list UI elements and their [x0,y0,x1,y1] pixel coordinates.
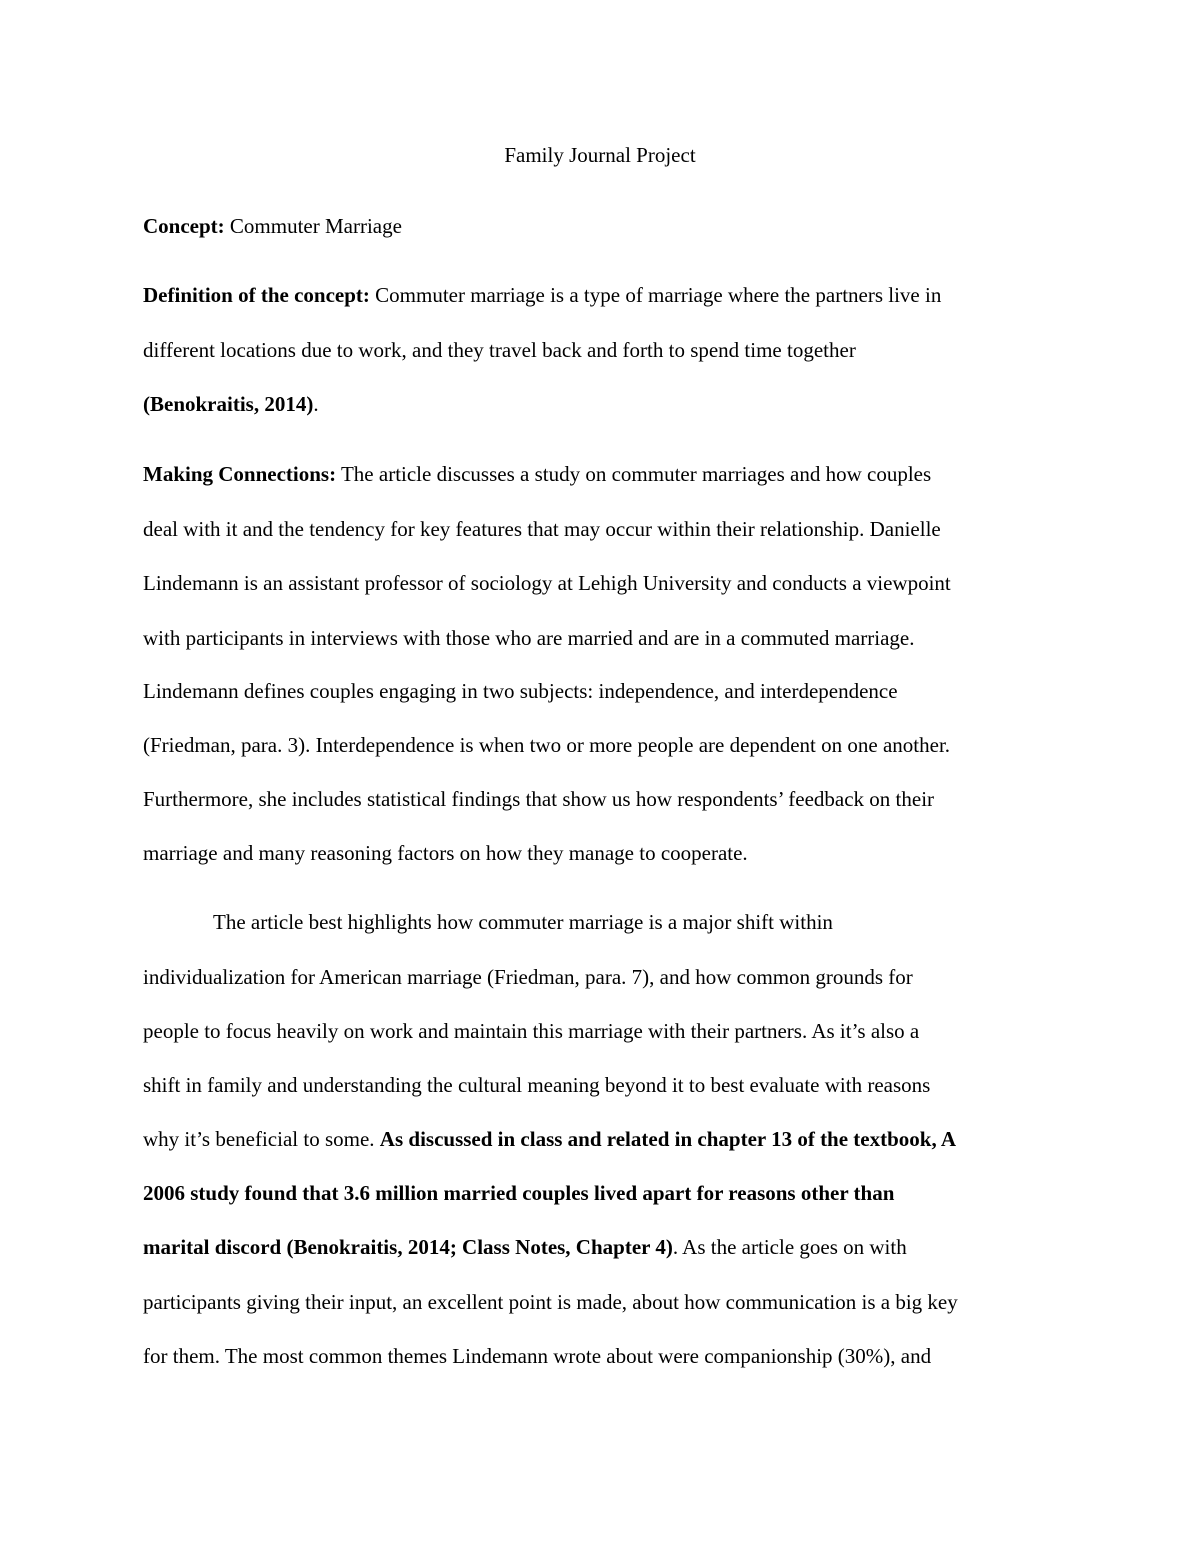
paragraph2-line-3: people to focus heavily on work and maintain this marriage with their partners. As it’s also a [143,1019,920,1043]
definition-citation: (Benokraitis, 2014) [143,392,314,416]
connections-line-7: Furthermore, she includes statistical findings that show us how respondents’ feedback on their [143,787,935,811]
page-title: Family Journal Project [504,143,696,167]
definition-text-1: Commuter marriage is a type of marriage where the partners live in [369,283,942,307]
connections-line-5: Lindemann defines couples engaging in two subjects: independence, and interdependence [143,679,898,703]
definition-label: Definition of the concept: [143,283,370,307]
definition-line-3 [143,394,319,415]
paragraph2-line-4: shift in family and understanding the cultural meaning beyond it to best evaluate with reasons [143,1073,931,1097]
connections-line-6: (Friedman, para. 3). Interdependence is when two or more people are dependent on one another. [143,733,951,757]
paragraph2-line-8: participants giving their input, an excellent point is made, about how communication is a big key [143,1290,958,1314]
connections-line-2: deal with it and the tendency for key features that may occur within their relationship. Danielle [143,517,941,541]
paragraph2-text-7: . As the article goes on with [672,1235,907,1259]
connections-text-1: The article discusses a study on commuter marriages and how couples [336,462,932,486]
concept-label: Concept: [143,214,225,238]
concept-line [143,216,402,237]
paragraph2-line-7 [143,1237,907,1258]
paragraph2-line-1: The article best highlights how commuter marriage is a major shift within [213,910,833,934]
definition-period: . [313,392,319,416]
concept-text: Commuter Marriage [224,214,402,238]
connections-line-3: Lindemann is an assistant professor of sociology at Lehigh University and conducts a viewpoint [143,571,951,595]
paragraph2-line-2: individualization for American marriage (Friedman, para. 7), and how common grounds for [143,965,913,989]
connections-line-1 [143,464,931,485]
paragraph2-line-6 [143,1183,894,1204]
paragraph2-line-5 [143,1129,956,1150]
definition-line-2: different locations due to work, and they travel back and forth to spend time together [143,338,856,362]
paragraph2-bold-6: 2006 study found that 3.6 million married couples lived apart for reasons other than [143,1181,895,1205]
connections-line-4: with participants in interviews with those who are married and are in a commuted marriage. [143,626,915,650]
paragraph2-text-5: why it’s beneficial to some. [143,1127,380,1151]
connections-label: Making Connections: [143,462,337,486]
connections-line-8: marriage and many reasoning factors on how they manage to cooperate. [143,841,748,865]
paragraph2-bold-7: marital discord (Benokraitis, 2014; Class Notes, Chapter 4) [143,1235,673,1259]
paragraph2-bold-5: As discussed in class and related in chapter 13 of the textbook, A [379,1127,956,1151]
paragraph2-line-9: for them. The most common themes Lindemann wrote about were companionship (30%), and [143,1344,932,1368]
definition-line-1 [143,285,941,306]
